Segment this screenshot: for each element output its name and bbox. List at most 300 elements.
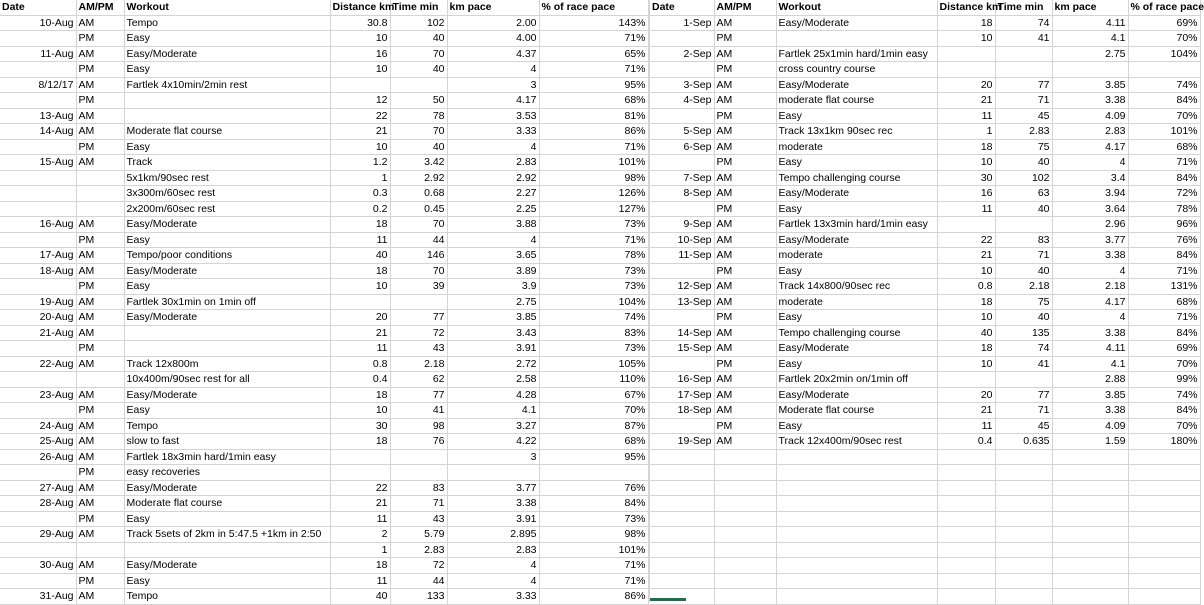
cell-date[interactable]: 3-Sep [650, 77, 714, 93]
cell-distance[interactable] [937, 511, 995, 527]
cell-ampm[interactable]: AM [76, 248, 124, 264]
cell-distance[interactable]: 10 [937, 31, 995, 47]
cell-pace[interactable]: 4 [447, 232, 539, 248]
cell-ampm[interactable]: PM [76, 573, 124, 589]
cell-race-pace[interactable]: 69% [1128, 15, 1200, 31]
cell-time[interactable]: 133 [390, 589, 447, 605]
cell-distance[interactable]: 18 [937, 341, 995, 357]
cell-workout[interactable]: Easy [124, 279, 330, 295]
cell-ampm[interactable]: AM [714, 124, 776, 140]
cell-distance[interactable]: 0.8 [330, 356, 390, 372]
cell-ampm[interactable] [714, 511, 776, 527]
cell-time[interactable] [995, 480, 1052, 496]
cell-distance[interactable]: 10 [330, 31, 390, 47]
cell-time[interactable] [995, 527, 1052, 543]
cell-date[interactable]: 1-Sep [650, 15, 714, 31]
cell-workout[interactable] [124, 325, 330, 341]
cell-workout[interactable]: Easy [124, 62, 330, 78]
cell-ampm[interactable]: PM [714, 356, 776, 372]
cell-pace[interactable]: 4.09 [1052, 418, 1128, 434]
cell-time[interactable] [390, 449, 447, 465]
cell-workout[interactable]: Fartlek 20x2min on/1min off [776, 372, 937, 388]
cell-date[interactable] [0, 62, 76, 78]
cell-time[interactable]: 45 [995, 108, 1052, 124]
cell-pace[interactable]: 4.37 [447, 46, 539, 62]
cell-workout[interactable] [776, 496, 937, 512]
cell-date[interactable] [650, 589, 714, 605]
cell-date[interactable] [0, 279, 76, 295]
cell-race-pace[interactable]: 70% [1128, 418, 1200, 434]
cell-pace[interactable] [1052, 527, 1128, 543]
cell-pace[interactable]: 3 [447, 449, 539, 465]
cell-date[interactable]: 15-Sep [650, 341, 714, 357]
cell-time[interactable]: 71 [995, 93, 1052, 109]
cell-ampm[interactable]: AM [76, 527, 124, 543]
cell-race-pace[interactable]: 71% [539, 62, 648, 78]
cell-date[interactable]: 5-Sep [650, 124, 714, 140]
cell-pace[interactable]: 3.9 [447, 279, 539, 295]
cell-date[interactable] [0, 232, 76, 248]
cell-workout[interactable]: Tempo [124, 418, 330, 434]
cell-date[interactable]: 20-Aug [0, 310, 76, 326]
cell-distance[interactable]: 22 [330, 108, 390, 124]
cell-race-pace[interactable] [1128, 527, 1200, 543]
cell-workout[interactable] [776, 558, 937, 574]
cell-ampm[interactable] [76, 372, 124, 388]
cell-workout[interactable]: Moderate flat course [124, 496, 330, 512]
cell-workout[interactable]: Track 14x800/90sec rec [776, 279, 937, 295]
cell-time[interactable]: 40 [995, 310, 1052, 326]
header-cell-distance[interactable]: Distance km [330, 0, 390, 15]
cell-race-pace[interactable]: 84% [1128, 403, 1200, 419]
cell-ampm[interactable]: PM [76, 139, 124, 155]
cell-workout[interactable]: Track 12x400m/90sec rest [776, 434, 937, 450]
cell-date[interactable] [650, 108, 714, 124]
header-cell-race-pace[interactable]: % of race pace [539, 0, 648, 15]
cell-workout[interactable] [776, 511, 937, 527]
cell-ampm[interactable] [714, 449, 776, 465]
cell-distance[interactable]: 1 [330, 170, 390, 186]
cell-race-pace[interactable]: 73% [539, 341, 648, 357]
cell-distance[interactable] [330, 77, 390, 93]
cell-date[interactable]: 22-Aug [0, 356, 76, 372]
cell-time[interactable]: 72 [390, 558, 447, 574]
cell-distance[interactable]: 11 [937, 108, 995, 124]
cell-date[interactable]: 10-Aug [0, 15, 76, 31]
cell-pace[interactable]: 3.38 [1052, 248, 1128, 264]
cell-race-pace[interactable]: 131% [1128, 279, 1200, 295]
cell-date[interactable] [0, 201, 76, 217]
cell-pace[interactable]: 3.27 [447, 418, 539, 434]
cell-distance[interactable] [330, 465, 390, 481]
cell-pace[interactable]: 3.38 [1052, 403, 1128, 419]
cell-time[interactable]: 75 [995, 294, 1052, 310]
cell-race-pace[interactable]: 127% [539, 201, 648, 217]
cell-pace[interactable]: 4.22 [447, 434, 539, 450]
cell-distance[interactable]: 21 [937, 93, 995, 109]
cell-race-pace[interactable] [1128, 511, 1200, 527]
cell-workout[interactable]: cross country course [776, 62, 937, 78]
cell-workout[interactable]: Moderate flat course [776, 403, 937, 419]
cell-workout[interactable] [776, 449, 937, 465]
cell-distance[interactable]: 30 [937, 170, 995, 186]
cell-race-pace[interactable] [539, 465, 648, 481]
cell-date[interactable] [0, 573, 76, 589]
cell-date[interactable] [650, 449, 714, 465]
cell-distance[interactable] [330, 449, 390, 465]
cell-workout[interactable]: Easy [776, 108, 937, 124]
cell-ampm[interactable]: PM [76, 511, 124, 527]
cell-ampm[interactable]: PM [76, 465, 124, 481]
cell-date[interactable]: 16-Sep [650, 372, 714, 388]
cell-pace[interactable] [1052, 573, 1128, 589]
cell-pace[interactable] [1052, 511, 1128, 527]
cell-race-pace[interactable]: 74% [1128, 77, 1200, 93]
cell-time[interactable]: 40 [390, 31, 447, 47]
cell-workout[interactable]: Easy [124, 31, 330, 47]
cell-race-pace[interactable]: 73% [539, 217, 648, 233]
cell-distance[interactable]: 18 [330, 387, 390, 403]
cell-distance[interactable] [937, 217, 995, 233]
cell-race-pace[interactable]: 81% [539, 108, 648, 124]
cell-ampm[interactable]: PM [76, 62, 124, 78]
cell-race-pace[interactable]: 84% [1128, 248, 1200, 264]
cell-workout[interactable]: Easy [776, 418, 937, 434]
cell-distance[interactable] [330, 294, 390, 310]
cell-distance[interactable]: 1 [937, 124, 995, 140]
cell-date[interactable]: 4-Sep [650, 93, 714, 109]
cell-pace[interactable] [1052, 449, 1128, 465]
cell-race-pace[interactable]: 96% [1128, 217, 1200, 233]
cell-time[interactable]: 70 [390, 124, 447, 140]
cell-pace[interactable]: 3.85 [447, 310, 539, 326]
cell-date[interactable]: 7-Sep [650, 170, 714, 186]
cell-race-pace[interactable] [1128, 589, 1200, 605]
header-cell-workout[interactable]: Workout [124, 0, 330, 15]
cell-race-pace[interactable]: 98% [539, 527, 648, 543]
cell-workout[interactable]: Easy/Moderate [124, 263, 330, 279]
cell-race-pace[interactable] [1128, 449, 1200, 465]
cell-race-pace[interactable]: 98% [539, 170, 648, 186]
cell-date[interactable] [650, 31, 714, 47]
cell-pace[interactable]: 2.88 [1052, 372, 1128, 388]
cell-race-pace[interactable]: 70% [1128, 356, 1200, 372]
cell-pace[interactable]: 3.85 [1052, 77, 1128, 93]
cell-date[interactable] [0, 139, 76, 155]
cell-date[interactable] [650, 465, 714, 481]
cell-ampm[interactable]: AM [714, 434, 776, 450]
cell-pace[interactable]: 2.92 [447, 170, 539, 186]
cell-workout[interactable]: Easy/Moderate [124, 310, 330, 326]
cell-date[interactable] [650, 480, 714, 496]
cell-workout[interactable] [776, 480, 937, 496]
cell-race-pace[interactable]: 87% [539, 418, 648, 434]
cell-date[interactable]: 14-Aug [0, 124, 76, 140]
cell-race-pace[interactable]: 73% [539, 511, 648, 527]
cell-race-pace[interactable]: 180% [1128, 434, 1200, 450]
cell-race-pace[interactable]: 71% [1128, 310, 1200, 326]
cell-date[interactable] [650, 511, 714, 527]
cell-pace[interactable]: 4.17 [1052, 139, 1128, 155]
cell-pace[interactable]: 4.00 [447, 31, 539, 47]
header-cell-race-pace[interactable]: % of race pace [1128, 0, 1200, 15]
cell-workout[interactable] [776, 573, 937, 589]
cell-ampm[interactable]: AM [714, 93, 776, 109]
cell-race-pace[interactable]: 71% [1128, 263, 1200, 279]
cell-ampm[interactable]: AM [76, 558, 124, 574]
cell-ampm[interactable]: AM [76, 217, 124, 233]
cell-date[interactable]: 27-Aug [0, 480, 76, 496]
cell-time[interactable]: 40 [390, 139, 447, 155]
cell-distance[interactable]: 11 [330, 511, 390, 527]
cell-ampm[interactable]: PM [714, 418, 776, 434]
cell-date[interactable]: 30-Aug [0, 558, 76, 574]
cell-ampm[interactable]: AM [76, 418, 124, 434]
cell-time[interactable]: 5.79 [390, 527, 447, 543]
cell-ampm[interactable]: AM [76, 356, 124, 372]
cell-time[interactable]: 70 [390, 263, 447, 279]
cell-distance[interactable] [937, 527, 995, 543]
cell-ampm[interactable]: PM [76, 403, 124, 419]
cell-time[interactable]: 77 [995, 387, 1052, 403]
cell-distance[interactable]: 10 [330, 62, 390, 78]
cell-date[interactable]: 26-Aug [0, 449, 76, 465]
cell-time[interactable] [390, 465, 447, 481]
cell-race-pace[interactable]: 84% [1128, 325, 1200, 341]
cell-date[interactable] [0, 542, 76, 558]
cell-date[interactable]: 18-Sep [650, 403, 714, 419]
cell-ampm[interactable] [714, 465, 776, 481]
cell-date[interactable] [650, 155, 714, 171]
cell-race-pace[interactable]: 71% [539, 558, 648, 574]
cell-date[interactable] [0, 341, 76, 357]
cell-race-pace[interactable]: 70% [1128, 108, 1200, 124]
cell-race-pace[interactable]: 76% [1128, 232, 1200, 248]
cell-pace[interactable]: 2.83 [1052, 124, 1128, 140]
cell-race-pace[interactable]: 105% [539, 356, 648, 372]
cell-race-pace[interactable]: 84% [1128, 170, 1200, 186]
cell-distance[interactable] [937, 589, 995, 605]
cell-pace[interactable]: 2.75 [1052, 46, 1128, 62]
cell-pace[interactable]: 4.1 [447, 403, 539, 419]
cell-time[interactable]: 76 [390, 434, 447, 450]
cell-ampm[interactable] [76, 186, 124, 202]
cell-date[interactable]: 6-Sep [650, 139, 714, 155]
cell-race-pace[interactable]: 68% [539, 434, 648, 450]
cell-date[interactable]: 17-Sep [650, 387, 714, 403]
cell-ampm[interactable] [714, 542, 776, 558]
cell-pace[interactable]: 3.89 [447, 263, 539, 279]
cell-race-pace[interactable]: 67% [539, 387, 648, 403]
cell-race-pace[interactable]: 99% [1128, 372, 1200, 388]
header-cell-pace[interactable]: km pace [447, 0, 539, 15]
cell-time[interactable]: 2.92 [390, 170, 447, 186]
cell-date[interactable] [650, 542, 714, 558]
cell-workout[interactable]: Easy [124, 403, 330, 419]
cell-time[interactable] [995, 449, 1052, 465]
cell-distance[interactable]: 22 [937, 232, 995, 248]
header-cell-time[interactable]: Time min [390, 0, 447, 15]
cell-race-pace[interactable] [1128, 573, 1200, 589]
cell-time[interactable]: 70 [390, 46, 447, 62]
cell-pace[interactable]: 2.75 [447, 294, 539, 310]
cell-race-pace[interactable]: 78% [539, 248, 648, 264]
cell-race-pace[interactable]: 73% [539, 279, 648, 295]
cell-distance[interactable] [937, 62, 995, 78]
cell-race-pace[interactable]: 74% [1128, 387, 1200, 403]
cell-distance[interactable]: 20 [937, 77, 995, 93]
cell-race-pace[interactable]: 72% [1128, 186, 1200, 202]
cell-race-pace[interactable]: 68% [1128, 139, 1200, 155]
cell-ampm[interactable] [714, 480, 776, 496]
cell-race-pace[interactable] [1128, 465, 1200, 481]
cell-pace[interactable]: 4.11 [1052, 15, 1128, 31]
cell-workout[interactable]: Track 12x800m [124, 356, 330, 372]
cell-workout[interactable]: Easy [776, 263, 937, 279]
cell-race-pace[interactable]: 68% [539, 93, 648, 109]
cell-workout[interactable]: Track 13x1km 90sec rec [776, 124, 937, 140]
cell-time[interactable]: 41 [390, 403, 447, 419]
cell-distance[interactable]: 18 [330, 217, 390, 233]
cell-ampm[interactable]: AM [76, 480, 124, 496]
cell-workout[interactable]: easy recoveries [124, 465, 330, 481]
cell-pace[interactable]: 3 [447, 77, 539, 93]
cell-ampm[interactable]: PM [76, 232, 124, 248]
cell-pace[interactable]: 4.1 [1052, 356, 1128, 372]
cell-time[interactable]: 45 [995, 418, 1052, 434]
cell-time[interactable]: 2.18 [995, 279, 1052, 295]
cell-date[interactable] [650, 496, 714, 512]
cell-race-pace[interactable]: 69% [1128, 341, 1200, 357]
cell-date[interactable]: 29-Aug [0, 527, 76, 543]
cell-pace[interactable]: 3.4 [1052, 170, 1128, 186]
cell-distance[interactable]: 30 [330, 418, 390, 434]
cell-workout[interactable]: Easy/Moderate [776, 232, 937, 248]
cell-pace[interactable]: 3.38 [447, 496, 539, 512]
cell-race-pace[interactable]: 104% [539, 294, 648, 310]
cell-ampm[interactable]: AM [714, 186, 776, 202]
cell-race-pace[interactable]: 86% [539, 124, 648, 140]
cell-distance[interactable]: 21 [330, 496, 390, 512]
cell-time[interactable]: 0.45 [390, 201, 447, 217]
cell-time[interactable]: 50 [390, 93, 447, 109]
cell-distance[interactable]: 10 [330, 403, 390, 419]
cell-pace[interactable]: 3.38 [1052, 325, 1128, 341]
cell-ampm[interactable]: AM [714, 217, 776, 233]
cell-distance[interactable]: 18 [937, 139, 995, 155]
cell-time[interactable] [995, 573, 1052, 589]
cell-date[interactable]: 25-Aug [0, 434, 76, 450]
cell-ampm[interactable]: AM [714, 15, 776, 31]
cell-date[interactable] [650, 310, 714, 326]
cell-workout[interactable]: Easy/Moderate [776, 387, 937, 403]
cell-time[interactable]: 40 [995, 201, 1052, 217]
cell-distance[interactable] [937, 542, 995, 558]
cell-time[interactable]: 72 [390, 325, 447, 341]
cell-time[interactable]: 2.83 [390, 542, 447, 558]
cell-time[interactable] [995, 217, 1052, 233]
cell-date[interactable]: 13-Aug [0, 108, 76, 124]
cell-time[interactable]: 2.18 [390, 356, 447, 372]
cell-race-pace[interactable]: 71% [539, 139, 648, 155]
cell-distance[interactable]: 0.3 [330, 186, 390, 202]
cell-distance[interactable]: 40 [330, 589, 390, 605]
cell-race-pace[interactable] [1128, 558, 1200, 574]
cell-pace[interactable]: 2.895 [447, 527, 539, 543]
cell-distance[interactable]: 0.2 [330, 201, 390, 217]
cell-pace[interactable]: 1.59 [1052, 434, 1128, 450]
header-cell-workout[interactable]: Workout [776, 0, 937, 15]
cell-workout[interactable]: Track [124, 155, 330, 171]
cell-race-pace[interactable]: 101% [539, 542, 648, 558]
cell-race-pace[interactable] [1128, 542, 1200, 558]
cell-time[interactable]: 83 [995, 232, 1052, 248]
cell-distance[interactable] [937, 573, 995, 589]
cell-ampm[interactable]: AM [76, 263, 124, 279]
cell-ampm[interactable]: AM [76, 108, 124, 124]
cell-distance[interactable]: 18 [330, 558, 390, 574]
cell-workout[interactable]: Easy/Moderate [124, 217, 330, 233]
cell-pace[interactable]: 3.65 [447, 248, 539, 264]
cell-ampm[interactable]: AM [714, 139, 776, 155]
cell-workout[interactable]: moderate flat course [776, 93, 937, 109]
cell-time[interactable]: 41 [995, 31, 1052, 47]
cell-race-pace[interactable]: 76% [539, 480, 648, 496]
cell-pace[interactable]: 2.96 [1052, 217, 1128, 233]
cell-time[interactable]: 74 [995, 341, 1052, 357]
cell-distance[interactable]: 21 [937, 248, 995, 264]
cell-race-pace[interactable]: 71% [539, 31, 648, 47]
cell-workout[interactable]: Easy/Moderate [776, 15, 937, 31]
cell-pace[interactable]: 4.11 [1052, 341, 1128, 357]
cell-time[interactable]: 63 [995, 186, 1052, 202]
cell-distance[interactable] [937, 372, 995, 388]
cell-distance[interactable]: 12 [330, 93, 390, 109]
cell-pace[interactable] [1052, 496, 1128, 512]
cell-time[interactable]: 40 [995, 263, 1052, 279]
header-cell-distance[interactable]: Distance km [937, 0, 995, 15]
cell-pace[interactable]: 3.94 [1052, 186, 1128, 202]
cell-ampm[interactable]: AM [714, 77, 776, 93]
cell-pace[interactable]: 2.27 [447, 186, 539, 202]
cell-race-pace[interactable]: 78% [1128, 201, 1200, 217]
cell-date[interactable] [650, 201, 714, 217]
cell-time[interactable] [995, 46, 1052, 62]
cell-workout[interactable] [776, 527, 937, 543]
cell-time[interactable] [995, 496, 1052, 512]
cell-pace[interactable]: 4 [447, 62, 539, 78]
cell-distance[interactable]: 18 [937, 15, 995, 31]
cell-distance[interactable]: 0.4 [937, 434, 995, 450]
cell-workout[interactable]: Easy/Moderate [776, 186, 937, 202]
cell-workout[interactable]: moderate [776, 248, 937, 264]
cell-distance[interactable] [937, 496, 995, 512]
cell-date[interactable] [0, 403, 76, 419]
cell-pace[interactable]: 3.38 [1052, 93, 1128, 109]
cell-ampm[interactable] [76, 542, 124, 558]
header-cell-pace[interactable]: km pace [1052, 0, 1128, 15]
cell-ampm[interactable]: AM [714, 46, 776, 62]
cell-race-pace[interactable]: 101% [1128, 124, 1200, 140]
cell-workout[interactable]: Easy/Moderate [124, 46, 330, 62]
cell-ampm[interactable]: AM [714, 341, 776, 357]
cell-date[interactable]: 11-Aug [0, 46, 76, 62]
cell-ampm[interactable] [714, 558, 776, 574]
cell-ampm[interactable]: AM [76, 124, 124, 140]
cell-time[interactable]: 3.42 [390, 155, 447, 171]
cell-date[interactable]: 8-Sep [650, 186, 714, 202]
cell-distance[interactable]: 10 [937, 155, 995, 171]
